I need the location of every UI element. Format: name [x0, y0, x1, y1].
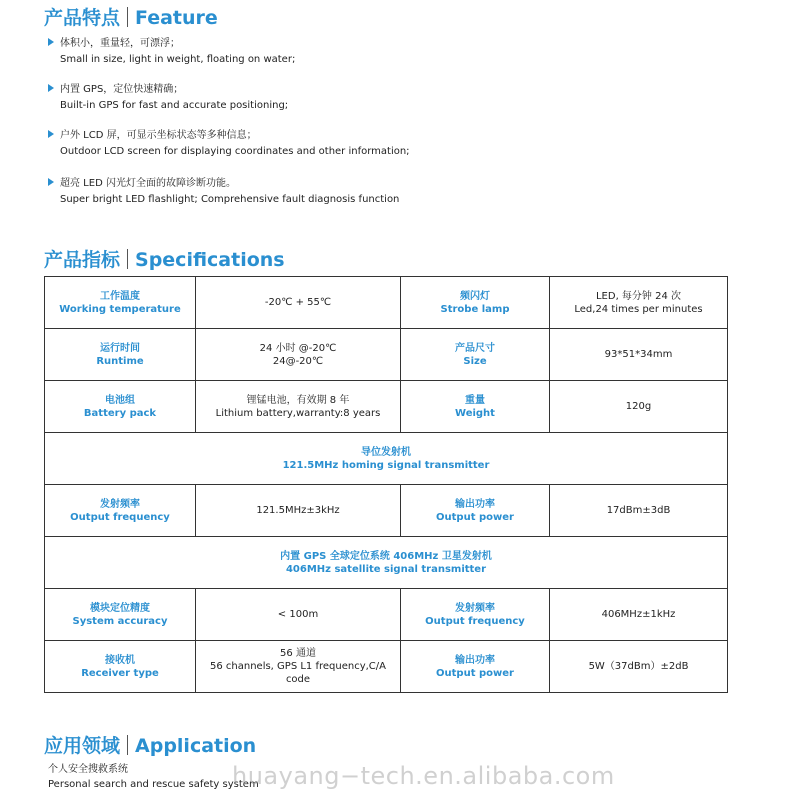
spec-value: 93*51*34mm: [550, 329, 728, 381]
feature-item: [48, 176, 399, 208]
application-text-en: Personal search and rescue safety system: [48, 779, 259, 790]
spec-label: 模块定位精度 System accuracy: [45, 589, 196, 641]
spec-label: 发射频率 Output frequency: [45, 485, 196, 537]
feature-item-cn: 体积小，重量轻，可漂浮；: [60, 38, 180, 49]
title-divider: [127, 249, 128, 269]
feature-item-en: Outdoor LCD screen for displaying coordinates and other information;: [60, 146, 410, 157]
table-row: [45, 381, 728, 433]
feature-section-title: [44, 3, 218, 30]
spec-value: -20℃ + 55℃: [196, 277, 401, 329]
application-section-title: [44, 731, 256, 758]
table-row: [45, 641, 728, 693]
feature-item-cn: 超亮 LED 闪光灯全面的故障诊断功能。: [60, 178, 236, 189]
table-row: [45, 589, 728, 641]
spec-title-en: Specifications: [135, 249, 285, 271]
spec-label: 产品尺寸 Size: [401, 329, 550, 381]
spec-table: [44, 276, 728, 693]
bullet-triangle-icon: [48, 178, 54, 186]
section-header-cell: 导位发射机 121.5MHz homing signal transmitter: [45, 433, 728, 485]
application-title-en: Application: [135, 735, 257, 757]
feature-title-cn: 产品特点: [44, 7, 121, 29]
spec-value: 406MHz±1kHz: [550, 589, 728, 641]
spec-value: 56 通道 56 channels, GPS L1 frequency,C/A code: [196, 641, 401, 693]
spec-label: 电池组 Battery pack: [45, 381, 196, 433]
spec-label: 接收机 Receiver type: [45, 641, 196, 693]
feature-item-cn: 内置 GPS，定位快速精确；: [60, 84, 184, 95]
feature-item-en: Small in size, light in weight, floating on water;: [60, 54, 296, 65]
spec-label: 输出功率 Output power: [401, 641, 550, 693]
table-row: [45, 485, 728, 537]
spec-label: 工作温度 Working temperature: [45, 277, 196, 329]
title-divider: [127, 735, 128, 755]
feature-item: [48, 82, 288, 114]
spec-value: 120g: [550, 381, 728, 433]
section-header-cell: 内置 GPS 全球定位系统 406MHz 卫星发射机 406MHz satellite signal transmitter: [45, 537, 728, 589]
bullet-triangle-icon: [48, 84, 54, 92]
application-text-cn: 个人安全搜救系统: [48, 764, 128, 775]
feature-item-en: Built-in GPS for fast and accurate positioning;: [60, 100, 289, 111]
spec-title-cn: 产品指标: [44, 249, 121, 271]
bullet-triangle-icon: [48, 130, 54, 138]
feature-item: [48, 36, 295, 68]
table-section-header: [45, 537, 728, 589]
bullet-triangle-icon: [48, 38, 54, 46]
feature-item-en: Super bright LED flashlight; Comprehensive fault diagnosis function: [60, 194, 400, 205]
spec-value: < 100m: [196, 589, 401, 641]
feature-item-cn: 户外 LCD 屏，可显示坐标状态等多种信息；: [60, 130, 257, 141]
table-row: [45, 277, 728, 329]
application-title-cn: 应用领域: [44, 735, 121, 757]
spec-value: 24 小时 @-20℃ 24@-20℃: [196, 329, 401, 381]
spec-value: 17dBm±3dB: [550, 485, 728, 537]
watermark: huayang−tech.en.alibaba.com: [232, 762, 615, 790]
title-divider: [127, 7, 128, 27]
spec-value: 121.5MHz±3kHz: [196, 485, 401, 537]
spec-label: 运行时间 Runtime: [45, 329, 196, 381]
spec-label: 频闪灯 Strobe lamp: [401, 277, 550, 329]
feature-title-en: Feature: [135, 7, 218, 29]
table-section-header: [45, 433, 728, 485]
spec-value: LED, 每分钟 24 次 Led,24 times per minutes: [550, 277, 728, 329]
spec-label: 发射频率 Output frequency: [401, 589, 550, 641]
spec-label: 重量 Weight: [401, 381, 550, 433]
feature-item: [48, 128, 410, 160]
spec-label: 输出功率 Output power: [401, 485, 550, 537]
table-row: [45, 329, 728, 381]
spec-value: 5W（37dBm）±2dB: [550, 641, 728, 693]
spec-value: 锂锰电池，有效期 8 年 Lithium battery,warranty:8 years: [196, 381, 401, 433]
application-text: [48, 762, 259, 792]
spec-section-title: [44, 245, 285, 272]
